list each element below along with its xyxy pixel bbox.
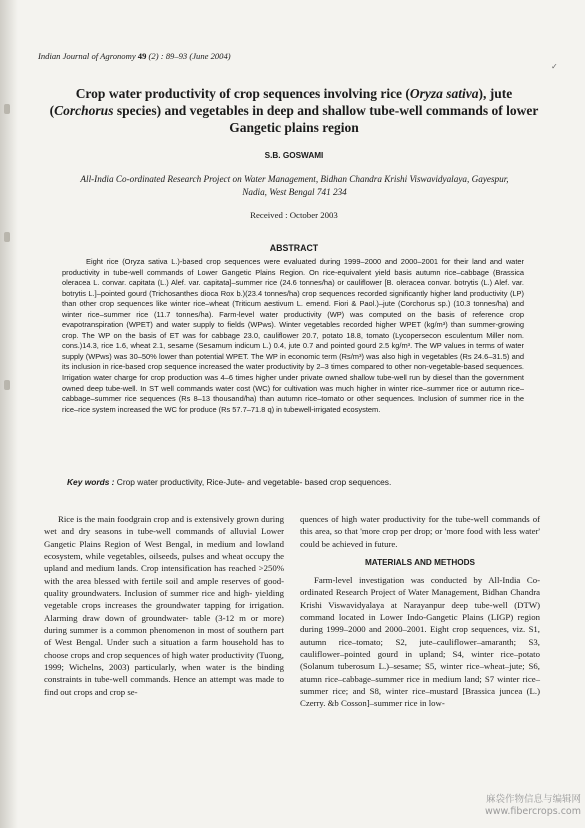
methods-body: Farm-level investigation was conducted by All-India Co-ordinated Research Project of Water Management, Bidhan Chandra Krishi Viswavidyalaya at Narayanpur deep tube-well (DTW) command located in Lower Indo-Gangetic Plains (LIGP) region during 1999–2000 and 2000–2001. Eight crop sequences, viz. S1, autumn rice–tomato; S2, jute–cauliflower–amaranth; S3, cauliflower–pointed gourd in upland; S4, winter rice–potato (Solanum tuberosum L.)–sesame; S5, winter rice–wheat–jute; S6, atumn rice–cabbage–summer rice in medium land; S7 winter rice–summer rice; and S8, winter rice–mustard [Brassica juncea (L.) Czerry. &b Cosson]–summer rice in low- bbox=[300, 575, 540, 709]
watermark bbox=[451, 794, 581, 818]
received-date: Received : October 2003 bbox=[250, 210, 338, 220]
binding-mark bbox=[4, 232, 10, 242]
watermark-line: 麻袋作物信息与编辑网 bbox=[485, 794, 581, 805]
journal-name: Indian Journal of Agronomy bbox=[38, 51, 136, 61]
abstract-heading: ABSTRACT bbox=[269, 243, 319, 253]
affiliation-line: Nadia, West Bengal 741 234 bbox=[242, 186, 347, 197]
binding-mark bbox=[4, 104, 10, 114]
keywords bbox=[67, 477, 527, 487]
paper-title bbox=[44, 85, 544, 136]
affiliation-line: All-India Co-ordinated Research Project on Water Management, Bidhan Chandra Krishi Viswavidyalaya, Gayespur, bbox=[80, 174, 509, 184]
body-column-right-top bbox=[300, 513, 540, 550]
title-part: Crop water productivity of crop sequences involving rice ( bbox=[75, 86, 410, 101]
body-column-left: Rice is the main foodgrain crop and is extensively grown during wet and dry seasons in tube-well commands of alluvial Lower Gangetic Plains Region of West Bengal, in medium and lowland ecosystem, while vegetables, oilseeds, pulses and wheat occupy the upland and medium lands. Crop intensification has reached >250% with the area blessed with fertile soil and ample reserves of good- quality groundwaters. Inclusion of summer rice and high- yielding vegetable crops increases the groundwater tapping for irrigation. Alarming draw down of groundwater- table (3-12 m or more) during summer is a common phenomenon in most of southern part of West Bengal. Under such a situation a farm household has to choose crops and crop sequences of high water productivity (Tuong, 1999; Wichelns, 2003) particularly, when water is the binding constraints in tube-well commands. Hence an attempt was made to find out crops and crop se- bbox=[44, 514, 284, 697]
title-part: species) and vegetables in deep and shallow tube-well commands of lower Gangetic plains region bbox=[113, 103, 539, 135]
journal-citation bbox=[38, 51, 231, 61]
author-affiliation bbox=[42, 173, 547, 198]
binding-mark bbox=[4, 380, 10, 390]
page-edge-shadow bbox=[0, 0, 18, 828]
keywords-text: Crop water productivity, Rice-Jute- and vegetable- based crop sequences. bbox=[114, 477, 392, 487]
title-species: Oryza sativa bbox=[409, 86, 479, 101]
title-genus: Corchorus bbox=[54, 103, 114, 118]
abstract-body: Eight rice (Oryza sativa L.)-based crop sequences were evaluated during 1999–2000 and 2000–2001 for their land and water productivity in tube-well commands of Lower Gangetic Plains Region. On rice-equivalent yield basis autumn rice–cabbage (Brassica oleracea L. convar. capitata (L.) Alef. var. capitata]–summer rice (24.6 tonnes/ha) or cauliflower [B. oleracea convar. botrytis (L.) Alef. var. botrytis L.]–pointed gourd (Trichosanthes dioca Rox b.)(23.4 tonnes/ha) crop sequences recorded significantly higher land productivity (LP) than other crop sequences like winter rice–wheat (Triticum aestivum L. emend. Fiori & Paol.)–jute (Corchorus sp.) (10.3 tonnes/ha) and winter rice–summer rice (11.7 tonnes/ha). Farm-level water productivity (WP) was computed on the basis of reference crop evapotranspiration (WPET) and water supply to fields (WPws). Winter vegetables recorded higher WPET (kg/m³) than summer-growing crop. The WP on the basis of ET was for cabbage 23.0, cauliflower 20.7, potato 18.8, tomato (Lycopersecon esculentum Miller nom. cons.)14.3, rice 1.6, wheat 2.1, sesame (Sesamum indicum L.) 0.4, jute 0.7 and pointed gourd 2.5 kg/m³. The WP values in terms of water supply (WPws) was 30–50% lower than potential WPET. The WP in economic term (Rs/m³) was also high in vegetables (Rs 24.6–31.5) and its inclusion in rice-based crop sequence increased the water productivity by 2–3 times compared to other non-vegetable-based sequences. Irrigation water charge for crop production was 4–6 times higher under private owned shallow tube-well run by diesel than the government owned deep tube-well. In ST well commands water cost (WC) for cultivation was much higher in winter rice–summer rice or autumn rice–cabbage–summer rice sequences (Rs 8–13 thousand/ha) than autumn rice–tomato or other sequences. Inclusion of summer rice in the rice–rice system increased the WC for produce (Rs 57.7–71.8 q) in tubewell-irrigated ecosystem. bbox=[62, 257, 524, 414]
methods-heading: MATERIALS AND METHODS bbox=[364, 558, 476, 567]
author-name: S.B. GOSWAMI bbox=[264, 151, 324, 160]
journal-volume: 49 bbox=[137, 51, 147, 61]
watermark-url: www.fibercrops.com bbox=[484, 806, 581, 817]
stray-mark: ✓ bbox=[551, 62, 558, 71]
title-part: ), jute ( bbox=[49, 86, 513, 118]
intro-continuation: quences of high water productivity for the tube-well commands of this area, so that 'more crop per drop; or 'more food with less water' could be achieved in future. bbox=[300, 514, 540, 549]
keywords-label: Key words : bbox=[67, 477, 115, 487]
journal-issue-pages: (2) : 89–93 (June 2004) bbox=[148, 51, 231, 61]
